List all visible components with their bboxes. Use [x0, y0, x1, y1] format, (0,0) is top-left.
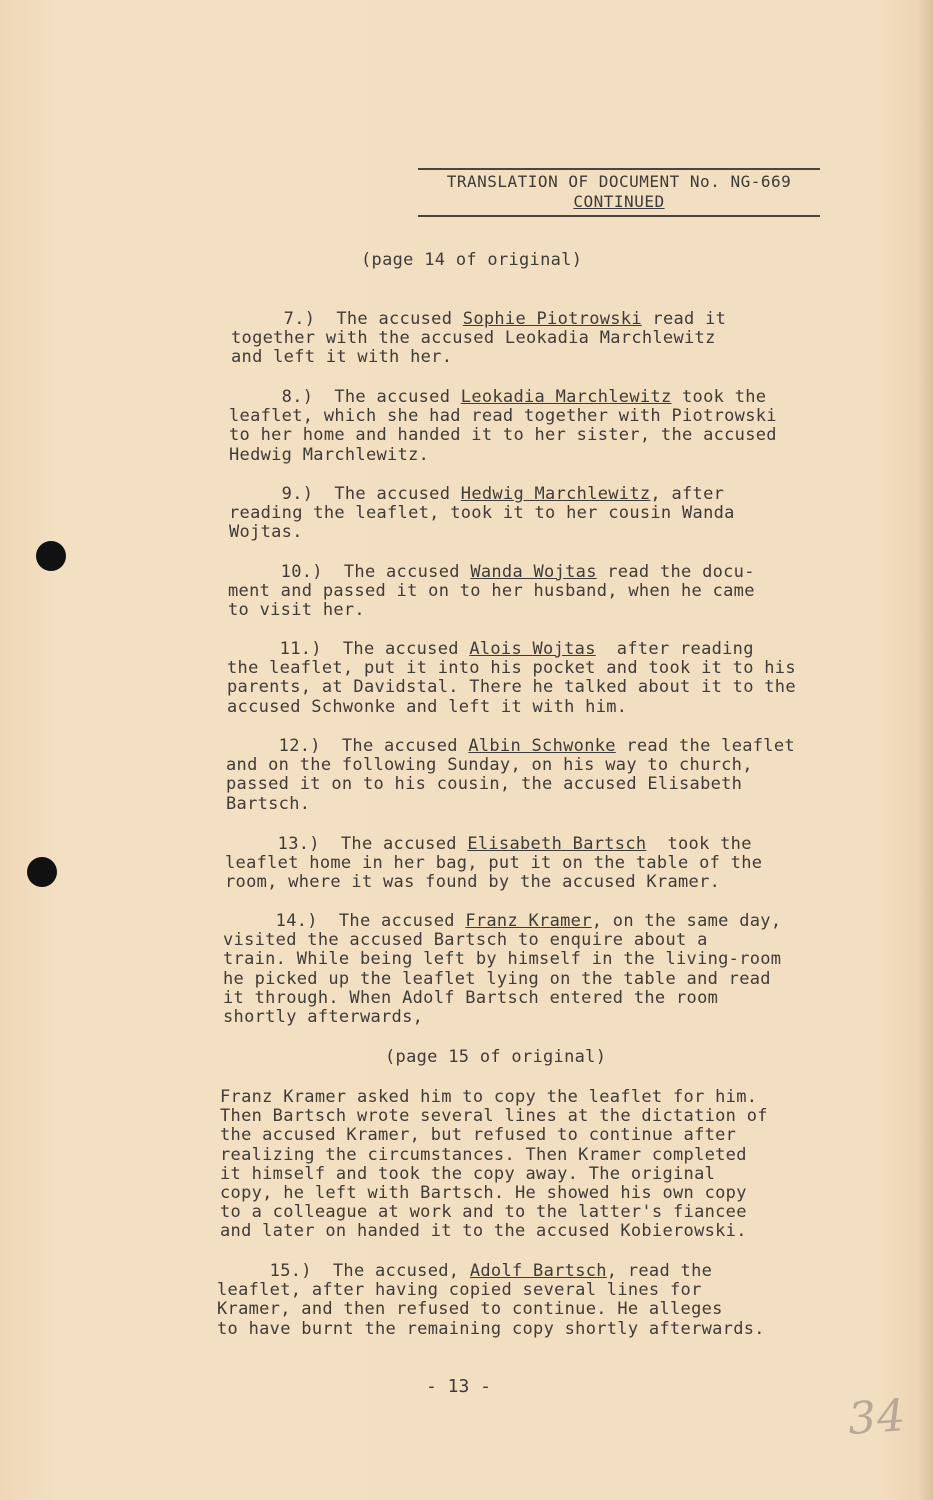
- text-line: [229, 485, 735, 504]
- text-segment: 14.) The accused: [223, 911, 466, 931]
- text-line: [225, 854, 762, 873]
- text-line: [227, 678, 796, 697]
- underlined-name: Alois Wojtas: [469, 639, 596, 659]
- text-line: [228, 601, 755, 620]
- text-segment: the accused Kramer, but refused to continue after: [220, 1125, 737, 1146]
- paragraph-14: [223, 912, 781, 1027]
- text-line: [223, 931, 781, 950]
- text-segment: to visit her.: [228, 600, 365, 621]
- text-line: [229, 388, 777, 407]
- text-segment: it through. When Adolf Bartsch entered the room: [223, 987, 719, 1008]
- text-segment: read the leaflet: [615, 736, 795, 756]
- header-title: TRANSLATION OF DOCUMENT No. NG-669: [446, 172, 792, 191]
- text-line: [220, 1088, 768, 1107]
- punch-hole: [36, 541, 66, 571]
- text-line: [223, 912, 781, 931]
- text-line: [229, 504, 735, 523]
- text-segment: 12.) The accused: [226, 736, 469, 756]
- text-line: [226, 795, 795, 814]
- text-line: [226, 775, 795, 794]
- text-line: [227, 698, 796, 717]
- underlined-name: Leokadia Marchlewitz: [460, 387, 672, 407]
- text-line: [228, 582, 755, 601]
- archive-number: 34: [846, 1390, 908, 1445]
- text-segment: Bartsch.: [226, 793, 311, 814]
- text-segment: and on the following Sunday, on his way to church,: [226, 755, 753, 776]
- text-line: [231, 329, 726, 348]
- paragraph-9: [229, 485, 735, 543]
- underlined-name: Sophie Piotrowski: [462, 309, 642, 329]
- text-segment: , read the: [606, 1261, 713, 1281]
- text-segment: Then Bartsch wrote several lines at the dictation of: [220, 1106, 768, 1127]
- text-segment: leaflet, after having copied several lines for: [217, 1280, 702, 1301]
- underlined-name: Albin Schwonke: [468, 736, 616, 756]
- text-line: [220, 1184, 768, 1203]
- text-line: [220, 1146, 768, 1165]
- text-line: [228, 563, 755, 582]
- text-segment: to her home and handed it to her sister, the accused: [229, 425, 777, 446]
- text-line: [226, 737, 795, 756]
- text-segment: , after: [650, 484, 725, 504]
- document-header: [418, 168, 820, 217]
- paragraph-13: [225, 835, 762, 893]
- text-segment: it himself and took the copy away. The original: [220, 1163, 716, 1184]
- text-segment: read the docu-: [596, 562, 755, 582]
- text-segment: he picked up the leaflet lying on the table and read: [223, 968, 771, 989]
- text-line: [223, 1008, 781, 1027]
- text-line: [225, 835, 762, 854]
- page-number: - 13 -: [426, 1376, 492, 1397]
- text-segment: took the: [671, 387, 767, 407]
- text-segment: together with the accused Leokadia Marchlewitz: [231, 328, 716, 349]
- text-line: [223, 989, 781, 1008]
- text-line: [223, 970, 781, 989]
- text-segment: 9.) The accused: [229, 484, 461, 504]
- text-line: [229, 407, 777, 426]
- text-segment: 8.) The accused: [229, 387, 461, 407]
- text-segment: accused Schwonke and left it with him.: [227, 696, 628, 717]
- text-segment: took the: [646, 834, 752, 854]
- text-line: [220, 1222, 768, 1241]
- text-segment: leaflet home in her bag, put it on the table of the: [225, 853, 763, 874]
- text-line: [223, 950, 781, 969]
- underlined-name: Franz Kramer: [465, 911, 592, 931]
- text-segment: to have burnt the remaining copy shortly afterwards.: [217, 1318, 765, 1339]
- paragraph-10: [228, 563, 755, 621]
- text-line: [231, 348, 726, 367]
- text-segment: 15.) The accused,: [217, 1261, 470, 1281]
- paragraph-8: [229, 388, 777, 465]
- text-segment: 11.) The accused: [227, 639, 470, 659]
- text-line: [217, 1300, 765, 1319]
- text-segment: 7.) The accused: [231, 309, 463, 329]
- text-segment: read it: [641, 309, 727, 329]
- underlined-name: Wanda Wojtas: [470, 562, 597, 582]
- text-segment: leaflet, which she had read together with Piotrowski: [229, 406, 777, 427]
- text-segment: the leaflet, put it into his pocket and took it to his: [227, 658, 796, 679]
- text-line: [231, 310, 726, 329]
- text-line: [220, 1126, 768, 1145]
- text-line: [217, 1281, 765, 1300]
- text-line: [229, 523, 735, 542]
- text-line: [220, 1165, 768, 1184]
- text-line: [217, 1262, 765, 1281]
- text-segment: Kramer, and then refused to continue. He alleges: [217, 1299, 723, 1320]
- text-line: [227, 659, 796, 678]
- text-segment: Franz Kramer asked him to copy the leaflet for him.: [220, 1087, 758, 1107]
- underlined-name: Hedwig Marchlewitz: [460, 484, 651, 504]
- text-segment: and later on handed it to the accused Kobierowski.: [220, 1221, 747, 1242]
- text-segment: and left it with her.: [231, 347, 453, 368]
- text-segment: 10.) The accused: [228, 562, 471, 582]
- text-segment: shortly afterwards,: [223, 1007, 424, 1028]
- text-segment: Wojtas.: [229, 522, 303, 543]
- text-segment: room, where it was found by the accused Kramer.: [225, 872, 721, 893]
- paragraph-11: [227, 640, 796, 717]
- paragraph-15: [217, 1262, 765, 1339]
- paragraph-7: [231, 310, 726, 368]
- text-line: [229, 426, 777, 445]
- text-segment: reading the leaflet, took it to her cousin Wanda: [229, 503, 735, 524]
- text-segment: to a colleague at work and to the latter's fiancee: [220, 1202, 747, 1223]
- text-segment: passed it on to his cousin, the accused Elisabeth: [226, 774, 743, 795]
- paragraph-12: [226, 737, 795, 814]
- text-segment: realizing the circumstances. Then Kramer completed: [220, 1144, 747, 1165]
- underlined-name: Adolf Bartsch: [469, 1261, 607, 1281]
- text-line: [226, 756, 795, 775]
- text-segment: after reading: [595, 639, 754, 659]
- text-segment: train. While being left by himself in the living-room: [223, 949, 782, 970]
- text-segment: Hedwig Marchlewitz.: [229, 444, 430, 465]
- text-line: [217, 1320, 765, 1339]
- text-line: [227, 640, 796, 659]
- text-line: [229, 446, 777, 465]
- text-segment: ment and passed it on to her husband, when he came: [228, 581, 755, 602]
- punch-hole: [27, 857, 57, 887]
- text-segment: visited the accused Bartsch to enquire about a: [223, 930, 708, 951]
- header-continued: CONTINUED: [573, 192, 665, 211]
- paragraph-14-continued: [220, 1088, 768, 1242]
- text-segment: copy, he left with Bartsch. He showed his own copy: [220, 1183, 747, 1204]
- text-segment: 13.) The accused: [225, 834, 468, 854]
- text-line: [220, 1107, 768, 1126]
- underlined-name: Elisabeth Bartsch: [467, 834, 647, 854]
- page-reference: (page 14 of original): [361, 250, 583, 270]
- text-line: [225, 873, 762, 892]
- page-reference: (page 15 of original): [385, 1047, 607, 1067]
- text-line: [220, 1203, 768, 1222]
- text-segment: , on the same day,: [591, 911, 782, 931]
- text-segment: parents, at Davidstal. There he talked about it to the: [227, 677, 796, 698]
